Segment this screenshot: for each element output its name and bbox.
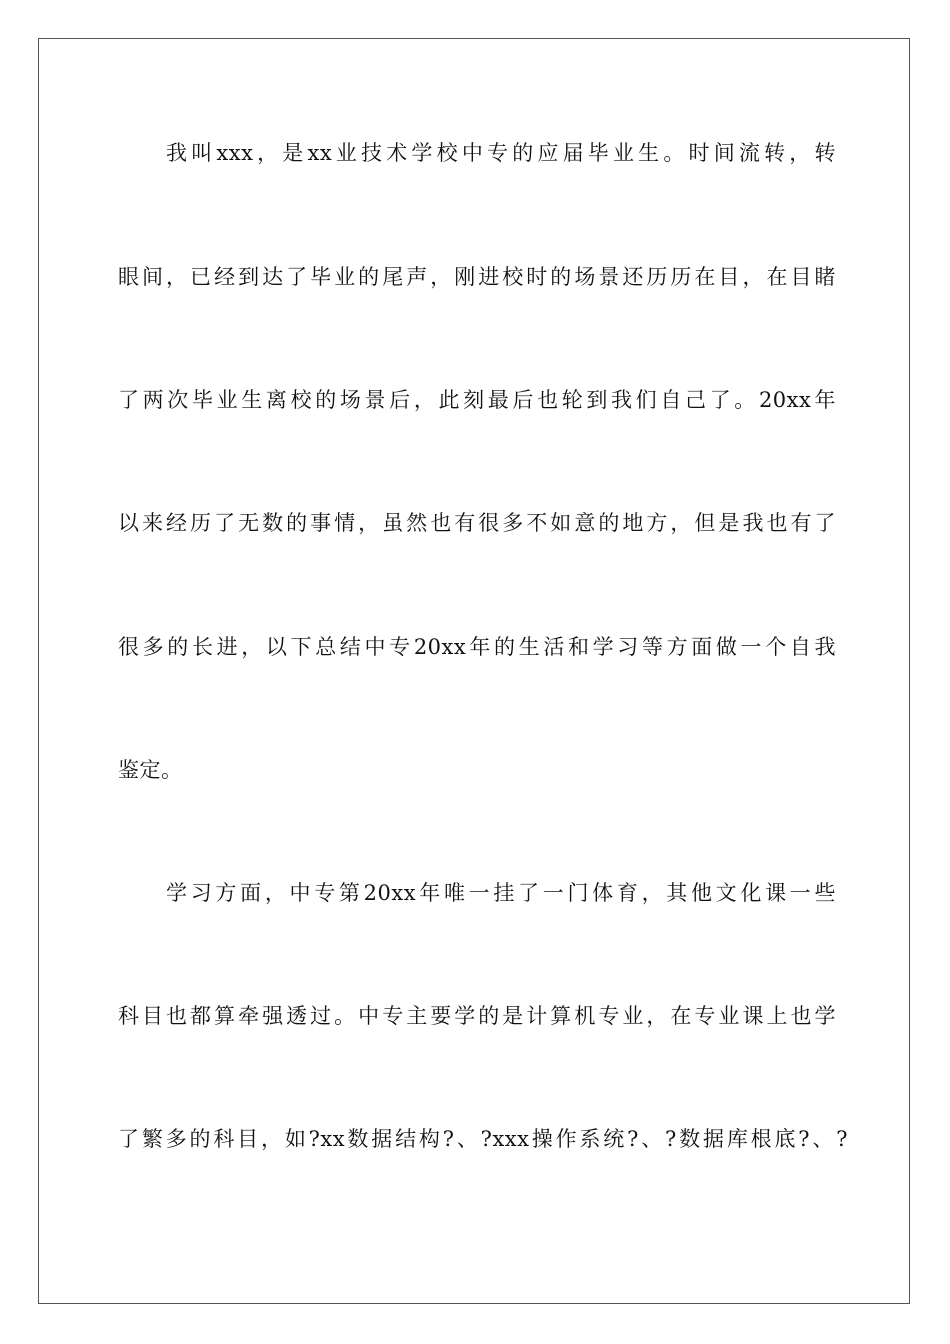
- text-line: 了两次毕业生离校的场景后，此刻最后也轮到我们自己了。20xx年: [118, 388, 836, 412]
- text-line: 以来经历了无数的事情，虽然也有很多不如意的地方，但是我也有了: [118, 511, 836, 535]
- text-line: 很多的长进，以下总结中专20xx年的生活和学习等方面做一个自我: [118, 635, 836, 659]
- text-line: 了繁多的科目，如?xx数据结构?、?xxx操作系统?、?数据库根底?、?: [118, 1127, 848, 1151]
- text-line: 眼间，已经到达了毕业的尾声，刚进校时的场景还历历在目，在目睹: [118, 265, 836, 289]
- text-line: 鉴定。: [118, 758, 183, 782]
- text-line: 学习方面，中专第20xx年唯一挂了一门体育，其他文化课一些: [166, 881, 836, 905]
- text-line: 科目也都算牵强透过。中专主要学的是计算机专业，在专业课上也学: [118, 1004, 836, 1028]
- page-border: [38, 38, 910, 1304]
- text-line: 我叫xxx，是xx业技术学校中专的应届毕业生。时间流转，转: [166, 141, 836, 165]
